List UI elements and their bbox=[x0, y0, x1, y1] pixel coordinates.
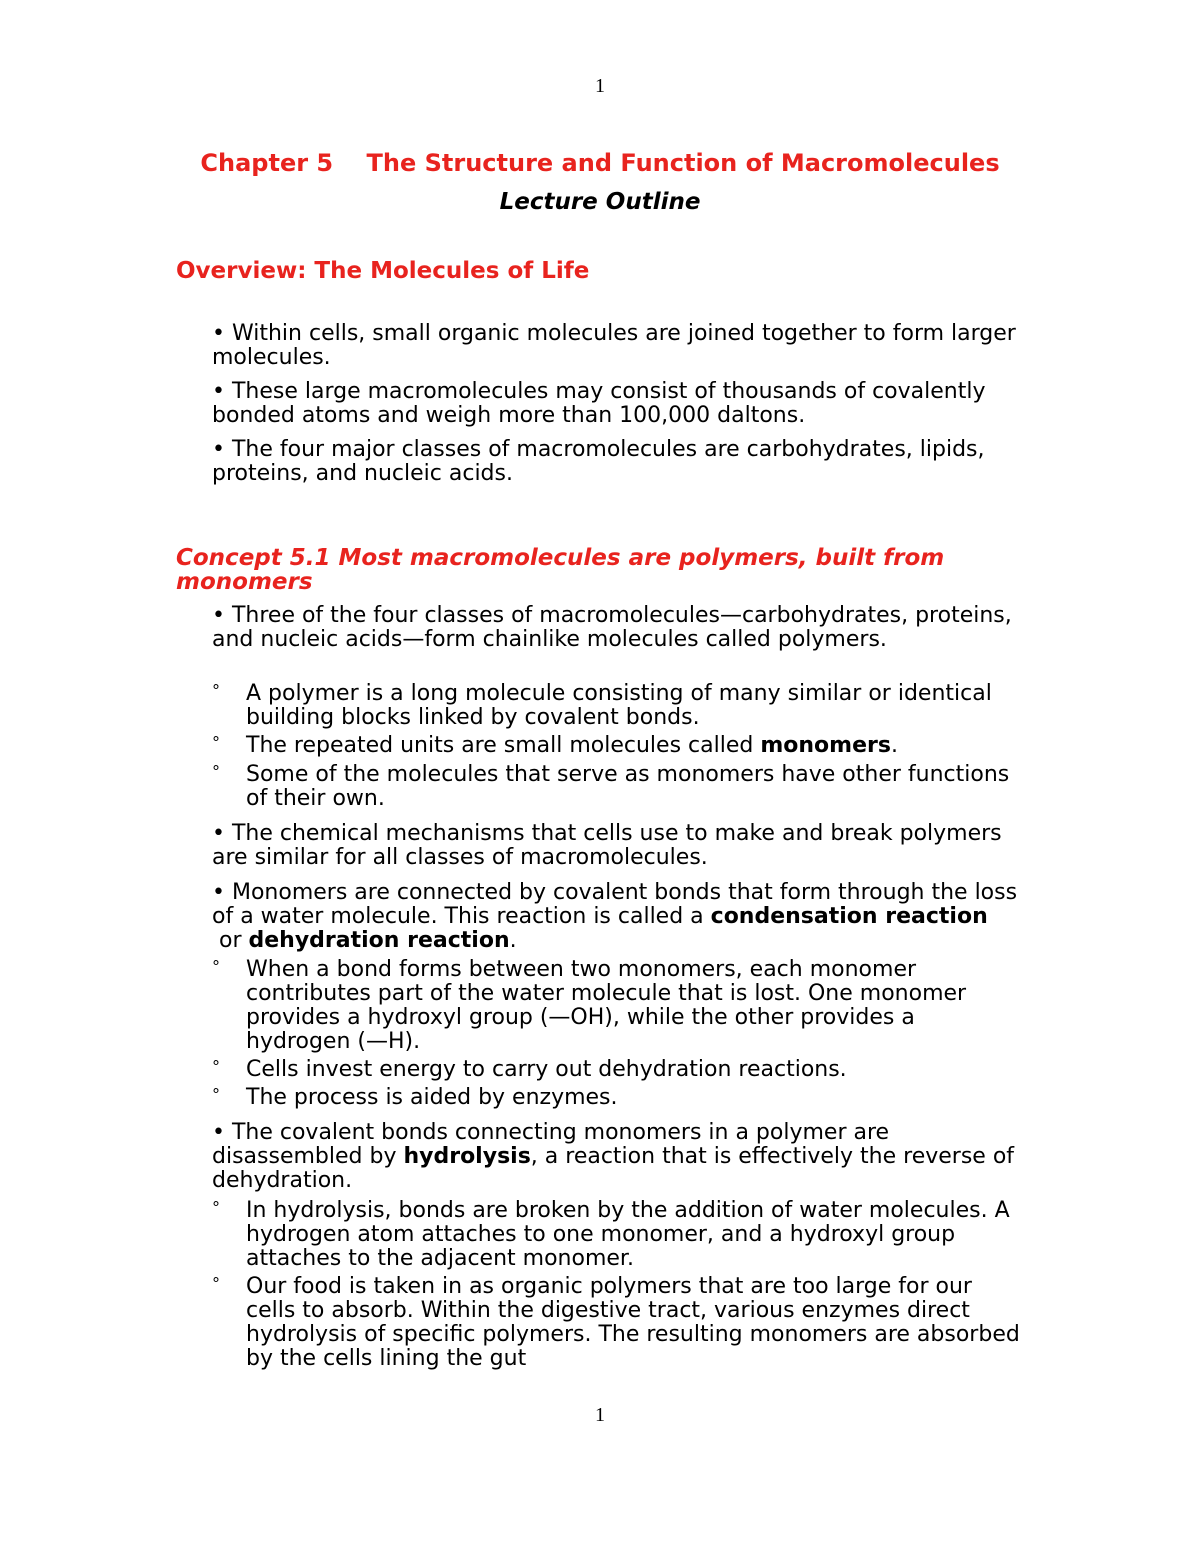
sub-bullet-text: In hydrolysis, bonds are broken by the addition of water molecules. A hydrogen atom attaches to one monomer, and a hydroxyl group attaches to the adjacent monomer. bbox=[246, 1198, 1010, 1271]
sub-bullet-text: A polymer is a long molecule consisting of many similar or identical building blocks linked by covalent bonds. bbox=[246, 681, 992, 730]
overview-heading: Overview: The Molecules of Life bbox=[176, 258, 590, 284]
sub-bullet-marker: ° bbox=[212, 1057, 220, 1076]
sub-bullet-text: When a bond forms between two monomers, each monomer contributes part of the water molecule that is lost. One monomer provides a hydroxyl group (—OH), while the other provides a hydrogen (—H). bbox=[246, 957, 967, 1054]
monomers-term: monomers bbox=[760, 733, 891, 758]
overview-bullet: • These large macromolecules may consist of thousands of covalently bonded atoms and weigh more than 100,000 daltons. bbox=[212, 379, 986, 428]
sub-bullet bbox=[212, 1199, 1022, 1271]
sub-bullet bbox=[212, 1275, 1022, 1371]
or-text: or bbox=[212, 928, 249, 953]
sub-bullet-marker: ° bbox=[212, 957, 220, 976]
period: . bbox=[509, 928, 517, 953]
sub-bullet bbox=[212, 958, 1022, 1054]
sub-bullet-text-part: The repeated units are small molecules called bbox=[246, 733, 761, 758]
concept-paragraph: • The chemical mechanisms that cells use to make and break polymers are similar for all classes of macromolecules. bbox=[212, 821, 1002, 870]
concept-heading: Concept 5.1 Most macromolecules are polymers, built from monomers bbox=[176, 545, 945, 595]
dehydration-term: dehydration reaction bbox=[248, 928, 510, 953]
overview-bullet: • Within cells, small organic molecules are joined together to form larger molecules. bbox=[212, 321, 1016, 370]
sub-bullet-text bbox=[212, 734, 1022, 758]
sub-bullet-marker: ° bbox=[212, 1198, 220, 1217]
condensation-term: condensation reaction bbox=[710, 904, 988, 929]
sub-bullet-marker: ° bbox=[212, 681, 220, 700]
paragraph-text: , a reaction that is effectively the reverse of dehydration. bbox=[212, 1144, 1015, 1193]
paragraph-text: • Monomers are connected by covalent bonds that form through the loss of a water molecule. This reaction is called a bbox=[212, 880, 1018, 929]
sub-bullet-marker: ° bbox=[212, 1085, 220, 1104]
sub-bullet-text: Cells invest energy to carry out dehydration reactions. bbox=[246, 1057, 847, 1082]
sub-bullet-text: Some of the molecules that serve as monomers have other functions of their own. bbox=[246, 762, 1010, 811]
sub-bullet bbox=[212, 1058, 1022, 1082]
page-number-top: 1 bbox=[595, 75, 605, 97]
lecture-outline-subtitle: Lecture Outline bbox=[499, 189, 701, 215]
concept-paragraph bbox=[212, 1121, 1022, 1193]
sub-bullet bbox=[212, 1086, 1022, 1110]
sub-bullet-marker: ° bbox=[212, 733, 220, 752]
sub-bullet bbox=[212, 763, 1022, 811]
sub-bullet bbox=[212, 682, 1022, 730]
concept-paragraph bbox=[212, 881, 1022, 953]
concept-paragraph: • Three of the four classes of macromolecules—carbohydrates, proteins, and nucleic acids—form chainlike molecules called polymers. bbox=[212, 603, 1012, 652]
sub-bullet-text: The process is aided by enzymes. bbox=[246, 1085, 618, 1110]
overview-bullet: • The four major classes of macromolecules are carbohydrates, lipids, proteins, and nucleic acids. bbox=[212, 437, 985, 486]
sub-bullet-marker: ° bbox=[212, 1274, 220, 1293]
period: . bbox=[890, 733, 898, 758]
sub-bullet-text: Our food is taken in as organic polymers that are too large for our cells to absorb. Within the digestive tract, various enzymes direct hydrolysis of specific polymers. The resulting monomers are absorbed by the cells lining the gut bbox=[246, 1274, 1020, 1371]
sub-bullet bbox=[212, 734, 1022, 758]
hydrolysis-term: hydrolysis bbox=[403, 1144, 531, 1169]
paragraph-text: • The covalent bonds connecting monomers in a polymer are disassembled by bbox=[212, 1120, 890, 1169]
sub-bullet-marker: ° bbox=[212, 762, 220, 781]
chapter-title: Chapter 5 The Structure and Function of Macromolecules bbox=[200, 149, 1000, 177]
page-number-bottom: 1 bbox=[595, 1404, 605, 1426]
